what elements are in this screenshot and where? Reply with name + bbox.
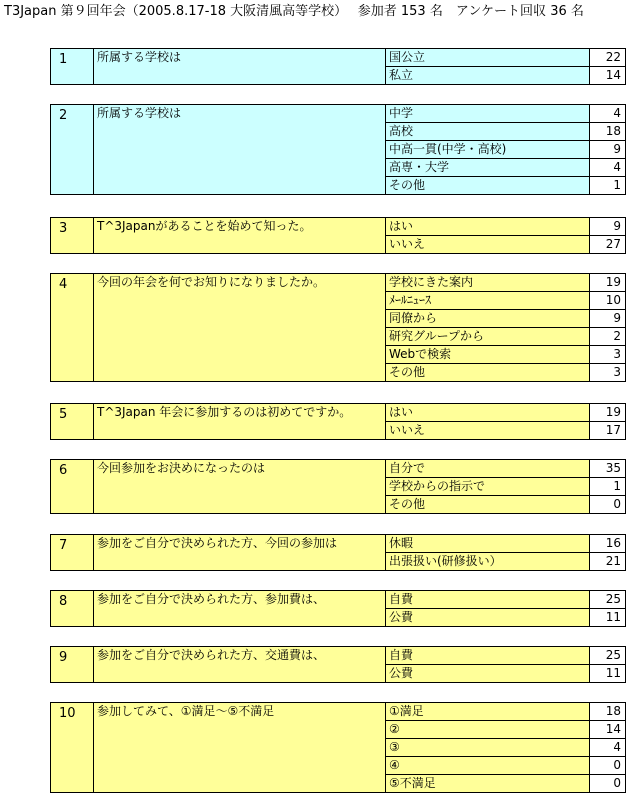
option-label: 自分で [386, 460, 590, 478]
question-text: 今回の年会を何でお知りになりましたか。 [94, 274, 386, 382]
option-row [51, 703, 626, 721]
option-count: 9 [590, 141, 626, 159]
option-label: 自費 [386, 647, 590, 665]
question-text: T^3Japanがあることを始めて知った。 [94, 218, 386, 254]
option-label: ③ [386, 739, 590, 757]
option-count: 1 [590, 177, 626, 195]
page-title: T3Japan 第９回年会（2005.8.17-18 大阪清風高等学校） 参加者 153 名 アンケート回収 36 名 [4, 4, 584, 19]
question-number: 10 [51, 703, 94, 793]
option-label: その他 [386, 177, 590, 195]
option-label: ④ [386, 757, 590, 775]
option-row [51, 274, 626, 292]
question-number: 8 [51, 591, 94, 627]
option-count: 2 [590, 328, 626, 346]
question-number: 7 [51, 535, 94, 571]
option-label: 国公立 [386, 49, 590, 67]
option-label: 出張扱い(研修扱い） [386, 553, 590, 571]
option-count: 0 [590, 775, 626, 793]
question-table [50, 104, 626, 195]
option-count: 19 [590, 404, 626, 422]
option-label: ﾒｰﾙﾆｭｰｽ [386, 292, 590, 310]
option-row [51, 535, 626, 553]
option-label: 休暇 [386, 535, 590, 553]
option-count: 1 [590, 478, 626, 496]
question-number: 5 [51, 404, 94, 440]
question-table [50, 273, 626, 382]
option-count: 9 [590, 218, 626, 236]
question-text: 所属する学校は [94, 49, 386, 85]
question-table [50, 403, 626, 440]
question-table [50, 217, 626, 254]
question-text: 参加をご自分で決められた方、今回の参加は [94, 535, 386, 571]
option-label: 高校 [386, 123, 590, 141]
option-label: ② [386, 721, 590, 739]
option-count: 27 [590, 236, 626, 254]
option-label: その他 [386, 364, 590, 382]
question-text: T^3Japan 年会に参加するのは初めてですか。 [94, 404, 386, 440]
option-count: 35 [590, 460, 626, 478]
option-label: 公費 [386, 609, 590, 627]
question-text: 参加をご自分で決められた方、参加費は、 [94, 591, 386, 627]
option-label: いいえ [386, 236, 590, 254]
option-label: 中高一貫(中学・高校) [386, 141, 590, 159]
question-text: 参加をご自分で決められた方、交通費は、 [94, 647, 386, 683]
question-text: 所属する学校は [94, 105, 386, 195]
option-label: 学校にきた案内 [386, 274, 590, 292]
option-count: 0 [590, 496, 626, 514]
option-label: 学校からの指示で [386, 478, 590, 496]
option-label: ⑤不満足 [386, 775, 590, 793]
option-label: 高専・大学 [386, 159, 590, 177]
question-table [50, 590, 626, 627]
option-label: いいえ [386, 422, 590, 440]
question-table [50, 459, 626, 514]
option-label: 研究グループから [386, 328, 590, 346]
option-count: 17 [590, 422, 626, 440]
option-label: 公費 [386, 665, 590, 683]
option-row [51, 105, 626, 123]
option-count: 4 [590, 159, 626, 177]
option-count: 3 [590, 346, 626, 364]
question-table [50, 534, 626, 571]
option-count: 18 [590, 703, 626, 721]
question-table [50, 702, 626, 793]
option-row [51, 218, 626, 236]
question-text: 参加してみて、①満足～⑤不満足 [94, 703, 386, 793]
option-label: その他 [386, 496, 590, 514]
question-table [50, 646, 626, 683]
option-row [51, 591, 626, 609]
option-count: 0 [590, 757, 626, 775]
question-table [50, 48, 626, 85]
option-label: 中学 [386, 105, 590, 123]
option-label: 自費 [386, 591, 590, 609]
question-number: 3 [51, 218, 94, 254]
option-count: 25 [590, 591, 626, 609]
question-number: 2 [51, 105, 94, 195]
option-count: 4 [590, 739, 626, 757]
option-row [51, 647, 626, 665]
option-count: 25 [590, 647, 626, 665]
option-label: はい [386, 218, 590, 236]
option-count: 19 [590, 274, 626, 292]
option-label: 私立 [386, 67, 590, 85]
question-number: 4 [51, 274, 94, 382]
option-count: 11 [590, 665, 626, 683]
question-text: 今回参加をお決めになったのは [94, 460, 386, 514]
option-count: 22 [590, 49, 626, 67]
option-row [51, 460, 626, 478]
option-count: 14 [590, 67, 626, 85]
option-count: 4 [590, 105, 626, 123]
question-number: 1 [51, 49, 94, 85]
option-label: 同僚から [386, 310, 590, 328]
option-count: 11 [590, 609, 626, 627]
option-count: 3 [590, 364, 626, 382]
option-label: Webで検索 [386, 346, 590, 364]
option-label: はい [386, 404, 590, 422]
option-count: 16 [590, 535, 626, 553]
option-count: 9 [590, 310, 626, 328]
option-label: ①満足 [386, 703, 590, 721]
option-count: 14 [590, 721, 626, 739]
question-number: 6 [51, 460, 94, 514]
option-count: 21 [590, 553, 626, 571]
option-count: 10 [590, 292, 626, 310]
option-row [51, 404, 626, 422]
question-number: 9 [51, 647, 94, 683]
option-row [51, 49, 626, 67]
option-count: 18 [590, 123, 626, 141]
